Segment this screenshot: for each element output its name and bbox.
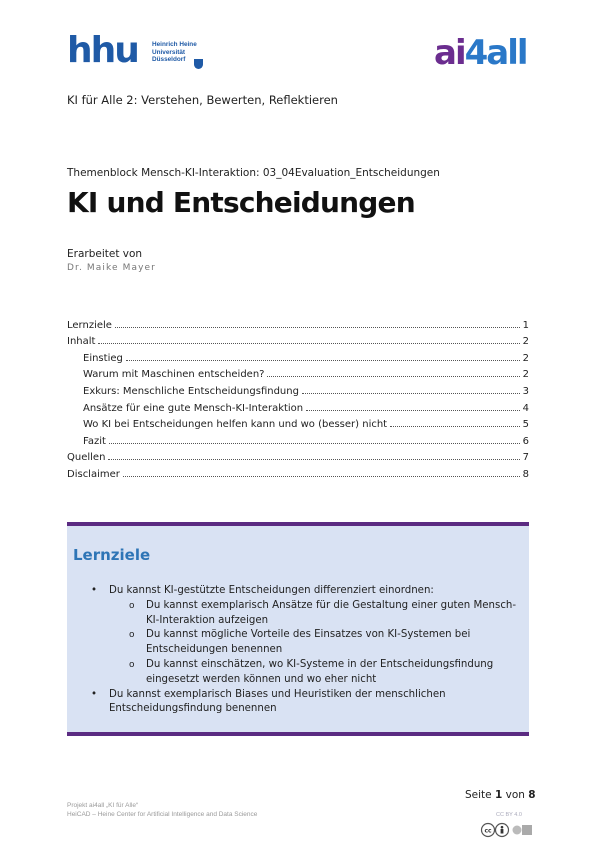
authored-by-label: Erarbeitet von: [67, 248, 143, 260]
oer-icon: [512, 822, 534, 843]
sub-bullet-icon: o: [129, 630, 135, 641]
toc-page: 2: [522, 369, 529, 381]
learning-goals-heading: Lernziele: [73, 546, 151, 564]
bullet-icon: •: [91, 585, 98, 596]
toc-label: Warum mit Maschinen entscheiden?: [83, 369, 265, 381]
goal-text: Du kannst KI-gestützte Entscheidungen differenziert einordnen:: [109, 585, 434, 596]
page-mid: von: [505, 789, 525, 801]
page-current: 1: [494, 789, 503, 801]
toc-leader: [109, 442, 520, 444]
toc-entry-wo-ki[interactable]: [67, 414, 529, 431]
toc-label: Einstieg: [83, 352, 123, 364]
goal-item: [67, 688, 529, 718]
toc-label: Fazit: [83, 435, 106, 447]
toc-page: 8: [522, 468, 529, 480]
license-text: CC BY 4.0: [496, 812, 522, 818]
toc-label: Inhalt: [67, 336, 96, 348]
footer-center-line: HeiCAD – Heine Center for Artificial Intelligence and Data Science: [67, 811, 258, 818]
toc-label: Ansätze für eine gute Mensch-KI-Interaktion: [83, 402, 304, 414]
goal-subitem: [67, 599, 529, 629]
toc-label: Lernziele: [67, 319, 112, 331]
toc-label: Exkurs: Menschliche Entscheidungsfindung: [83, 385, 299, 397]
footer-project-line: Projekt ai4all „KI für Alle“: [67, 802, 139, 809]
goal-subitem-text: Du kannst exemplarisch Ansätze für die Gestaltung einer guten Mensch-KI-Interaktion aufzeigen: [146, 599, 517, 626]
goal-subitem: [67, 658, 529, 688]
toc-page: 3: [522, 385, 529, 397]
toc-entry-warum[interactable]: [67, 364, 529, 381]
toc-leader: [267, 375, 519, 377]
hhu-logo: [67, 30, 207, 72]
hhu-sub-line: Heinrich Heine: [152, 41, 197, 48]
toc-label: Wo KI bei Entscheidungen helfen kann und wo (besser) nicht: [83, 419, 388, 431]
toc-leader: [115, 326, 520, 328]
toc-entry-exkurs[interactable]: [67, 380, 529, 397]
theme-line: Themenblock Mensch-KI-Interaktion: 03_04Evaluation_Entscheidungen: [67, 167, 440, 179]
sub-bullet-icon: o: [129, 659, 135, 670]
toc-leader: [108, 458, 519, 460]
toc-page: 5: [522, 419, 529, 431]
hhu-sub-line: Düsseldorf: [152, 56, 186, 63]
footer-project-info: [67, 801, 257, 819]
page-total: 8: [528, 789, 536, 801]
learning-goals-box: [67, 522, 529, 736]
toc-leader: [98, 342, 519, 344]
toc-page: 7: [522, 452, 529, 464]
toc-page: 1: [522, 319, 529, 331]
goal-item: [67, 584, 529, 599]
hhu-logo-subtitle: [152, 41, 197, 64]
goal-text: Du kannst exemplarisch Biases und Heuristiken der menschlichen Entscheidungsfindung benennen: [109, 688, 446, 715]
toc-leader: [302, 392, 520, 394]
document-title: KI und Entscheidungen: [67, 186, 415, 219]
svg-text:cc: cc: [484, 827, 492, 835]
toc-entry-ansaetze[interactable]: [67, 397, 529, 414]
table-of-contents: [67, 314, 529, 480]
learning-goals-list: [67, 584, 529, 717]
toc-leader: [306, 409, 519, 411]
toc-entry-lernziele[interactable]: [67, 314, 529, 331]
sub-bullet-icon: o: [129, 600, 135, 611]
toc-page: 2: [522, 352, 529, 364]
toc-entry-fazit[interactable]: [67, 430, 529, 447]
page-number: [465, 789, 536, 801]
page-prefix: Seite: [465, 789, 492, 801]
ai4all-logo: [434, 32, 544, 72]
goal-subitem-text: Du kannst einschätzen, wo KI-Systeme in der Entscheidungsfindung eingesetzt werden können und wo eher nicht: [146, 658, 494, 685]
toc-leader: [390, 425, 520, 427]
toc-page: 6: [522, 435, 529, 447]
toc-label: Disclaimer: [67, 468, 120, 480]
course-title: KI für Alle 2: Verstehen, Bewerten, Reflektieren: [67, 93, 338, 107]
ai4all-logo-graphic: [434, 32, 544, 72]
toc-entry-disclaimer[interactable]: [67, 463, 529, 480]
toc-label: Quellen: [67, 452, 106, 464]
hhu-sub-line: Universität: [152, 48, 186, 56]
toc-entry-inhalt[interactable]: [67, 331, 529, 348]
hhu-logo-text: hhu: [67, 30, 138, 71]
author-name: Dr. Maike Mayer: [67, 263, 156, 273]
goal-subitem-text: Du kannst mögliche Vorteile des Einsatzes von KI-Systemen bei Entscheidungen benennen: [146, 629, 471, 656]
toc-leader: [123, 475, 520, 477]
toc-page: 4: [522, 402, 529, 414]
goal-subitem: [67, 628, 529, 658]
toc-entry-einstieg[interactable]: [67, 347, 529, 364]
toc-page: 2: [522, 336, 529, 348]
toc-leader: [126, 359, 520, 361]
toc-entry-quellen[interactable]: [67, 447, 529, 464]
bullet-icon: •: [91, 688, 98, 700]
ai4all-logo-text: ai4all: [434, 33, 527, 72]
